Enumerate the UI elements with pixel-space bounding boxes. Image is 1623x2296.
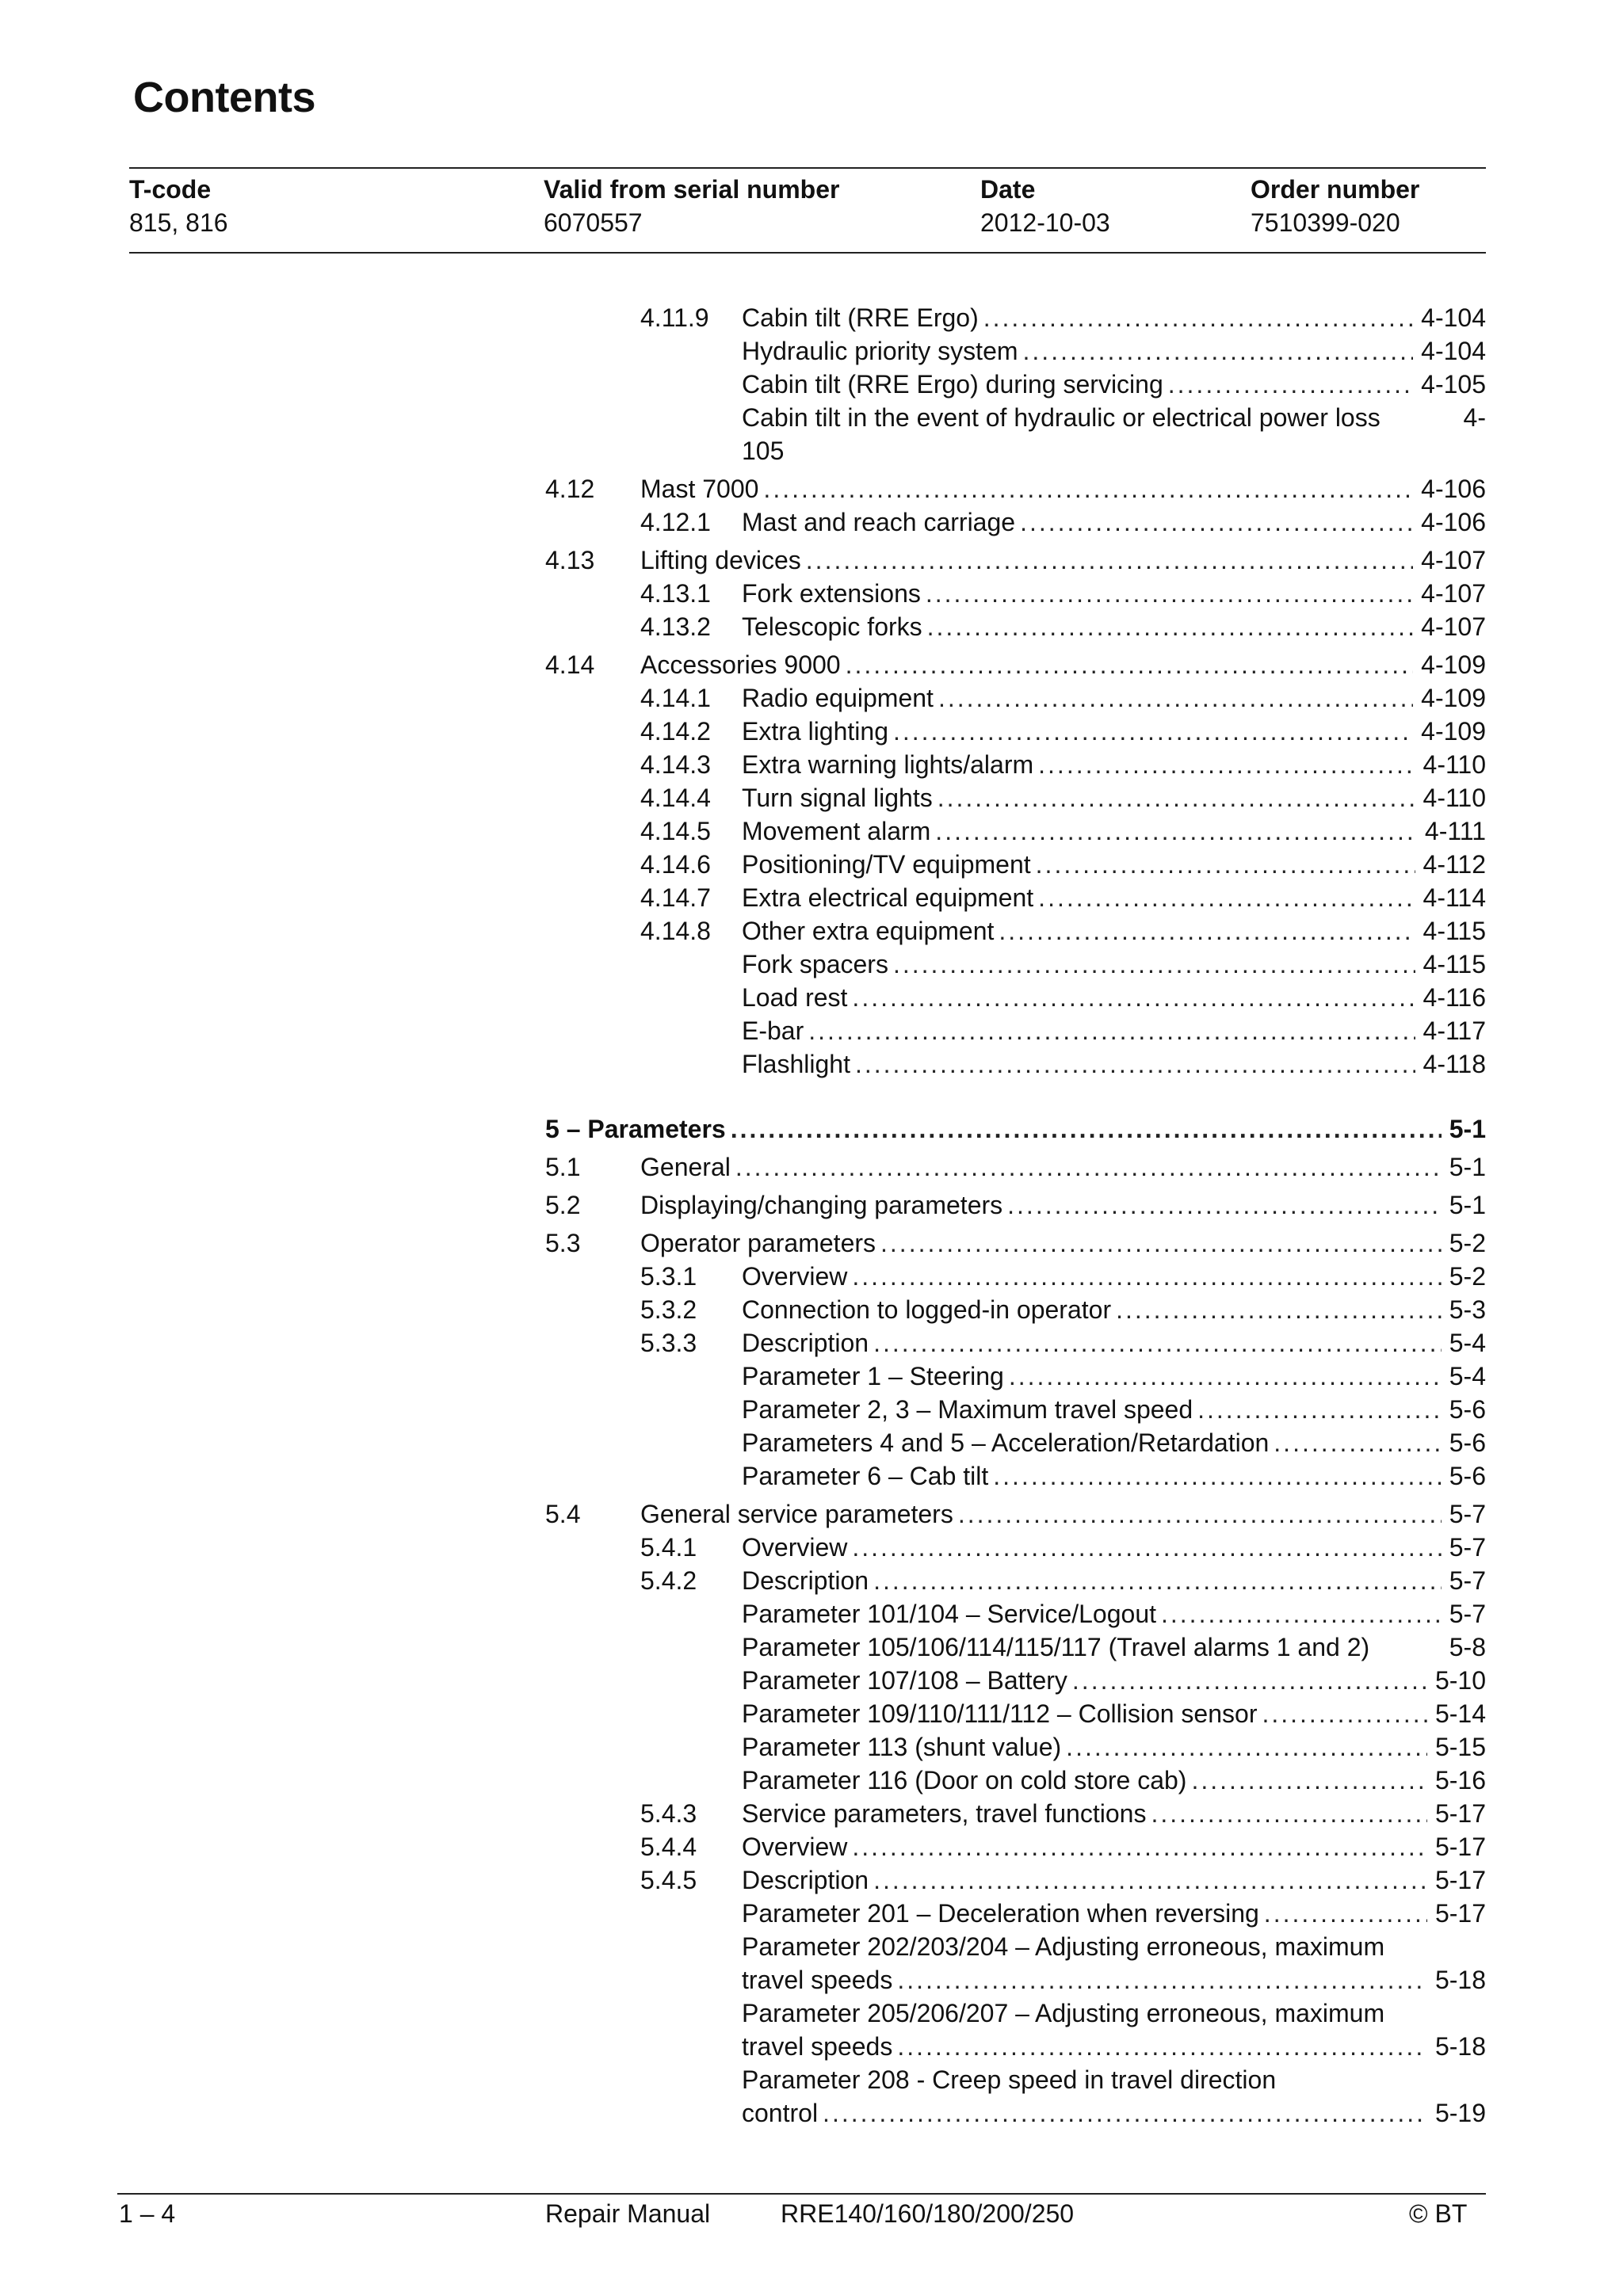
toc-leader-dots [846, 648, 1414, 681]
toc-leader-dots [993, 1459, 1442, 1493]
toc-entry-number: 4.14.1 [640, 684, 711, 712]
toc-entry-title: E-bar [742, 1016, 804, 1045]
toc-entry-page: 5-6 [1449, 1395, 1486, 1424]
meta-serial-label: Valid from serial number [544, 175, 840, 204]
toc-entry[interactable] [0, 1797, 1486, 1830]
footer-page-number: 1 – 4 [119, 2199, 176, 2228]
toc-entry[interactable] [0, 1014, 1486, 1047]
toc-entry-title: General service parameters [640, 1500, 953, 1528]
toc-entry-page: 4-104 [1421, 303, 1486, 332]
toc-leader-dots [897, 2030, 1427, 2063]
toc-entry-title: Extra electrical equipment [742, 883, 1034, 912]
toc-entry-number: 4.12.1 [640, 508, 711, 536]
toc-entry-number: 4.14 [545, 650, 595, 679]
toc-entry-number: 4.14.6 [640, 850, 711, 879]
toc-leader-dots [1009, 1360, 1442, 1393]
toc-entry-title: Parameter 208 - Creep speed in travel direction [742, 2065, 1277, 2094]
toc-entry-number: 4.14.3 [640, 750, 711, 779]
toc-entry[interactable] [0, 401, 1486, 434]
toc-entry[interactable] [0, 681, 1486, 715]
toc-leader-dots [1038, 881, 1415, 914]
toc-entry-title: Mast 7000 [640, 475, 759, 503]
toc-entry-number: 4.14.7 [640, 883, 711, 912]
toc-entry-number: 4.13.1 [640, 579, 711, 608]
toc-entry-page: 5-15 [1434, 1733, 1486, 1761]
toc-entry-page: 5-18 [1434, 2032, 1486, 2061]
toc-entry-title: Telescopic forks [742, 612, 922, 641]
header-rule-bottom [129, 252, 1486, 254]
toc-leader-dots [852, 1531, 1441, 1564]
meta-tcode-label: T-code [129, 175, 212, 204]
toc-entry-title: Accessories 9000 [640, 650, 841, 679]
toc-entry-title: 105 [742, 437, 785, 465]
toc-leader-dots [938, 681, 1413, 715]
toc-leader-dots [852, 981, 1415, 1014]
toc-leader-dots [731, 1112, 1442, 1146]
meta-serial [544, 173, 839, 239]
toc-entry-page: 5-14 [1434, 1699, 1486, 1728]
toc-entry[interactable] [0, 914, 1486, 948]
toc-entry-title: Flashlight [742, 1050, 850, 1078]
toc-entry-number: 5.4.5 [640, 1866, 697, 1894]
toc-leader-dots [1274, 1426, 1441, 1459]
toc-entry[interactable] [0, 1930, 1486, 1963]
toc-leader-dots [808, 1014, 1415, 1047]
toc-leader-dots [855, 1047, 1415, 1081]
toc-entry-page: 5-1 [1449, 1153, 1486, 1181]
toc-entry-title: Parameters 4 and 5 – Acceleration/Retardation [742, 1428, 1270, 1457]
meta-date [980, 173, 1110, 239]
toc-entry-page: 5-1 [1449, 1115, 1486, 1143]
toc-entry-title: 5 – Parameters [545, 1115, 726, 1143]
toc-leader-dots [935, 814, 1417, 848]
toc-entry-page: 5-2 [1449, 1229, 1486, 1257]
toc-entry[interactable] [0, 2096, 1486, 2130]
toc-entry-number: 4.13.2 [640, 612, 711, 641]
toc-leader-dots [1020, 505, 1413, 539]
toc-entry[interactable] [0, 1531, 1486, 1564]
toc-entry-page: 5-4 [1449, 1362, 1486, 1390]
toc-entry-title: Turn signal lights [742, 784, 933, 812]
toc-entry-title: Extra lighting [742, 717, 888, 746]
toc-entry[interactable] [0, 715, 1486, 748]
toc-leader-dots [1036, 848, 1415, 881]
toc-leader-dots [1116, 1293, 1442, 1326]
toc-entry[interactable] [0, 543, 1486, 577]
toc-entry-page: 4-111 [1424, 817, 1486, 845]
toc-entry-title: Cabin tilt (RRE Ergo) [742, 303, 979, 332]
toc-entry-page: 5-7 [1449, 1500, 1486, 1528]
toc-entry-page: 5-8 [1449, 1633, 1486, 1661]
toc-entry[interactable] [0, 368, 1486, 401]
toc-entry-title: Hydraulic priority system [742, 337, 1018, 365]
toc-entry-title: Parameter 2, 3 – Maximum travel speed [742, 1395, 1193, 1424]
meta-date-label: Date [980, 175, 1036, 204]
toc-entry-title: Parameter 6 – Cab tilt [742, 1462, 989, 1490]
toc-entry[interactable] [0, 434, 1486, 467]
toc-entry-page: 4-107 [1421, 546, 1486, 574]
toc-entry-number: 5.4 [545, 1500, 581, 1528]
toc-entry-page: 4-114 [1423, 883, 1486, 912]
toc-entry-title: General [640, 1153, 731, 1181]
toc-leader-dots [1197, 1393, 1442, 1426]
toc-entry-title: Lifting devices [640, 546, 801, 574]
footer-rule [117, 2193, 1486, 2195]
toc-entry-number: 4.13 [545, 546, 595, 574]
toc-entry-title: Overview [742, 1262, 848, 1291]
toc-entry-page: 4-117 [1423, 1016, 1486, 1045]
toc-entry-page: 4-106 [1421, 508, 1486, 536]
toc-entry-page: 5-6 [1449, 1428, 1486, 1457]
toc-chapter[interactable] [0, 1112, 1486, 1146]
toc-entry[interactable] [0, 881, 1486, 914]
toc-leader-dots [1072, 1664, 1427, 1697]
toc-entry[interactable] [0, 334, 1486, 368]
toc-leader-dots [983, 301, 1413, 334]
meta-tcode [129, 173, 228, 239]
toc-entry-number: 5.4.2 [640, 1566, 697, 1595]
toc-entry[interactable] [0, 1260, 1486, 1293]
toc-leader-dots [893, 715, 1413, 748]
toc-leader-dots [958, 1497, 1442, 1531]
toc-entry-number: 5.3.3 [640, 1329, 697, 1357]
toc-entry-page: 4-115 [1423, 917, 1486, 945]
toc-leader-dots [880, 1226, 1442, 1260]
toc-entry[interactable] [0, 1830, 1486, 1863]
toc-entry-title: Other extra equipment [742, 917, 995, 945]
toc-entry[interactable] [0, 1697, 1486, 1730]
toc-entry-number: 4.14.8 [640, 917, 711, 945]
toc-entry-title: Parameter 105/106/114/115/117 (Travel alarms 1 and 2) [742, 1633, 1370, 1661]
toc-entry-page: 5-7 [1449, 1566, 1486, 1595]
toc-entry-title: Service parameters, travel functions [742, 1799, 1147, 1828]
toc-entry-page: 5-7 [1449, 1600, 1486, 1628]
toc-leader-dots [823, 2096, 1427, 2130]
toc-entry-page: 4-118 [1423, 1050, 1486, 1078]
toc-entry[interactable] [0, 1897, 1486, 1930]
toc-entry-title: Description [742, 1329, 869, 1357]
toc-entry-number: 4.14.2 [640, 717, 711, 746]
toc-leader-dots [852, 1260, 1441, 1293]
toc-leader-dots [1151, 1797, 1427, 1830]
toc-entry-page: 4-109 [1421, 684, 1486, 712]
toc-entry[interactable] [0, 1326, 1486, 1360]
meta-order-value: 7510399-020 [1251, 208, 1400, 237]
toc-entry-number: 5.1 [545, 1153, 581, 1181]
toc-entry-page: 4-105 [1421, 370, 1486, 399]
toc-entry-number: 5.4.4 [640, 1833, 697, 1861]
toc-entry-page: 4-116 [1423, 983, 1486, 1012]
toc-entry-number: 5.4.1 [640, 1533, 697, 1562]
toc-entry-title: Parameter 202/203/204 – Adjusting erroneous, maximum [742, 1932, 1385, 1961]
toc-leader-dots [873, 1326, 1442, 1360]
toc-entry-number: 5.4.3 [640, 1799, 697, 1828]
toc-entry-title: Parameter 109/110/111/112 – Collision sensor [742, 1699, 1258, 1728]
toc-entry[interactable] [0, 1863, 1486, 1897]
toc-entry-title: travel speeds [742, 1966, 893, 1994]
toc-entry[interactable] [0, 648, 1486, 681]
toc-entry[interactable] [0, 1564, 1486, 1597]
toc-entry-number: 4.12 [545, 475, 595, 503]
toc-entry[interactable] [0, 1459, 1486, 1493]
footer-copyright: © BT [1409, 2199, 1468, 2228]
toc-entry[interactable] [0, 1226, 1486, 1260]
toc-entry[interactable] [0, 1188, 1486, 1222]
toc-entry-title: Description [742, 1866, 869, 1894]
toc-entry[interactable] [0, 948, 1486, 981]
toc-leader-dots [1262, 1697, 1426, 1730]
toc-entry-title: control [742, 2099, 819, 2127]
toc-entry-title: Parameter 1 – Steering [742, 1362, 1004, 1390]
toc-entry-title: travel speeds [742, 2032, 893, 2061]
toc-entry-page: 4-110 [1423, 750, 1486, 779]
toc-leader-dots [999, 914, 1415, 948]
toc-leader-dots [1023, 334, 1414, 368]
toc-entry[interactable] [0, 814, 1486, 848]
toc-entry[interactable] [0, 1360, 1486, 1393]
toc-entry-page: 5-10 [1434, 1666, 1486, 1695]
toc-entry-page: 4-106 [1421, 475, 1486, 503]
toc-leader-dots [852, 1830, 1427, 1863]
toc-entry[interactable] [0, 1730, 1486, 1764]
toc-entry-title: Cabin tilt (RRE Ergo) during servicing [742, 370, 1163, 399]
toc-entry-title: Load rest [742, 983, 848, 1012]
footer-models: RRE140/160/180/200/250 [781, 2199, 1075, 2228]
meta-tcode-value: 815, 816 [129, 208, 228, 237]
toc-entry-number: 5.3.2 [640, 1295, 697, 1324]
toc-entry-title: Fork spacers [742, 950, 888, 978]
toc-entry-number: 5.2 [545, 1191, 581, 1219]
toc-entry[interactable] [0, 472, 1486, 505]
toc-entry[interactable] [0, 748, 1486, 781]
toc-entry-title: Cabin tilt in the event of hydraulic or electrical power loss [742, 403, 1381, 432]
toc-entry[interactable] [0, 1426, 1486, 1459]
toc-leader-dots [873, 1564, 1442, 1597]
toc-entry-title: Radio equipment [742, 684, 934, 712]
toc-entry-title: Overview [742, 1833, 848, 1861]
toc-leader-dots [1007, 1188, 1442, 1222]
toc-entry-page: 5-19 [1434, 2099, 1486, 2127]
toc-entry-page: 4-107 [1421, 579, 1486, 608]
toc-leader-dots [927, 610, 1414, 643]
toc-entry-title: Displaying/changing parameters [640, 1191, 1003, 1219]
toc-entry-title: Parameter 201 – Deceleration when reversing [742, 1899, 1259, 1928]
toc-entry-number: 5.3 [545, 1229, 581, 1257]
toc-entry[interactable] [0, 610, 1486, 643]
toc-entry-page: 4-112 [1423, 850, 1486, 879]
toc-entry-page: 4-115 [1423, 950, 1486, 978]
toc-leader-dots [1038, 748, 1415, 781]
meta-date-value: 2012-10-03 [980, 208, 1110, 237]
toc-entry-title: Positioning/TV equipment [742, 850, 1031, 879]
toc-entry-page: 4-107 [1421, 612, 1486, 641]
toc-entry-number: 4.14.5 [640, 817, 711, 845]
toc-entry-page: 4-109 [1421, 650, 1486, 679]
toc-entry-page: 5-17 [1434, 1833, 1486, 1861]
toc-entry-page: 5-6 [1449, 1462, 1486, 1490]
toc-leader-dots [763, 472, 1413, 505]
toc-entry-page: 5-16 [1434, 1766, 1486, 1794]
footer-doc-title: Repair Manual [545, 2199, 711, 2228]
toc-entry-page: 4- [1463, 403, 1486, 432]
toc-entry[interactable] [0, 505, 1486, 539]
toc-entry-number: 5.3.1 [640, 1262, 697, 1291]
page-title: Contents [133, 74, 315, 121]
meta-order [1251, 173, 1419, 239]
toc-leader-dots [1191, 1764, 1427, 1797]
toc-entry[interactable] [0, 1630, 1486, 1664]
toc-entry-page: 5-2 [1449, 1262, 1486, 1291]
toc-entry-title: Parameter 107/108 – Battery [742, 1666, 1067, 1695]
toc-entry[interactable] [0, 1764, 1486, 1797]
toc-entry[interactable] [0, 2030, 1486, 2063]
toc-entry-page: 4-109 [1421, 717, 1486, 746]
meta-order-label: Order number [1251, 175, 1420, 204]
toc-entry[interactable] [0, 577, 1486, 610]
toc-entry[interactable] [0, 1293, 1486, 1326]
toc-entry-page: 5-3 [1449, 1295, 1486, 1324]
toc-entry[interactable] [0, 1150, 1486, 1184]
toc-entry[interactable] [0, 2063, 1486, 2096]
toc-leader-dots [1161, 1597, 1442, 1630]
toc-leader-dots [1264, 1897, 1427, 1930]
toc-entry[interactable] [0, 1497, 1486, 1531]
toc-entry[interactable] [0, 848, 1486, 881]
toc-leader-dots [873, 1863, 1427, 1897]
toc-entry[interactable] [0, 781, 1486, 814]
toc-entry-page: 5-18 [1434, 1966, 1486, 1994]
toc-entry-page: 4-104 [1421, 337, 1486, 365]
toc-entry-title: Parameter 101/104 – Service/Logout [742, 1600, 1156, 1628]
meta-serial-value: 6070557 [544, 208, 643, 237]
toc-leader-dots [1066, 1730, 1427, 1764]
toc-entry[interactable] [0, 1047, 1486, 1081]
toc-entry-page: 5-4 [1449, 1329, 1486, 1357]
toc-entry[interactable] [0, 1997, 1486, 2030]
toc-entry-number: 4.14.4 [640, 784, 711, 812]
toc-entry[interactable] [0, 1393, 1486, 1426]
toc-entry-page: 5-17 [1434, 1899, 1486, 1928]
toc-entry-page: 5-17 [1434, 1799, 1486, 1828]
toc-leader-dots [938, 781, 1415, 814]
toc-entry[interactable] [0, 1597, 1486, 1630]
toc-entry-page: 5-17 [1434, 1866, 1486, 1894]
toc-entry[interactable] [0, 1963, 1486, 1997]
toc-entry-title: Mast and reach carriage [742, 508, 1016, 536]
toc-entry[interactable] [0, 981, 1486, 1014]
toc-entry-title: Extra warning lights/alarm [742, 750, 1034, 779]
toc-entry-page: 5-7 [1449, 1533, 1486, 1562]
toc-leader-dots [897, 1963, 1427, 1997]
toc-entry-title: Connection to logged-in operator [742, 1295, 1112, 1324]
toc-leader-dots [893, 948, 1415, 981]
toc-leader-dots [735, 1150, 1442, 1184]
toc-entry[interactable] [0, 301, 1486, 334]
toc-entry-page: 4-110 [1423, 784, 1486, 812]
toc-leader-dots [806, 543, 1413, 577]
toc-leader-dots [1168, 368, 1413, 401]
toc-entry[interactable] [0, 1664, 1486, 1697]
toc-entry-title: Parameter 113 (shunt value) [742, 1733, 1062, 1761]
toc-leader-dots [926, 577, 1413, 610]
toc-entry-page: 5-1 [1449, 1191, 1486, 1219]
toc-entry-title: Operator parameters [640, 1229, 876, 1257]
toc-entry-title: Parameter 205/206/207 – Adjusting erroneous, maximum [742, 1999, 1385, 2027]
toc-entry-title: Description [742, 1566, 869, 1595]
toc-entry-number: 4.11.9 [640, 303, 709, 332]
toc-entry-title: Movement alarm [742, 817, 931, 845]
toc-entry-title: Parameter 116 (Door on cold store cab) [742, 1766, 1187, 1794]
toc-entry-title: Fork extensions [742, 579, 921, 608]
toc-entry-title: Overview [742, 1533, 848, 1562]
header-rule-top [129, 167, 1486, 169]
